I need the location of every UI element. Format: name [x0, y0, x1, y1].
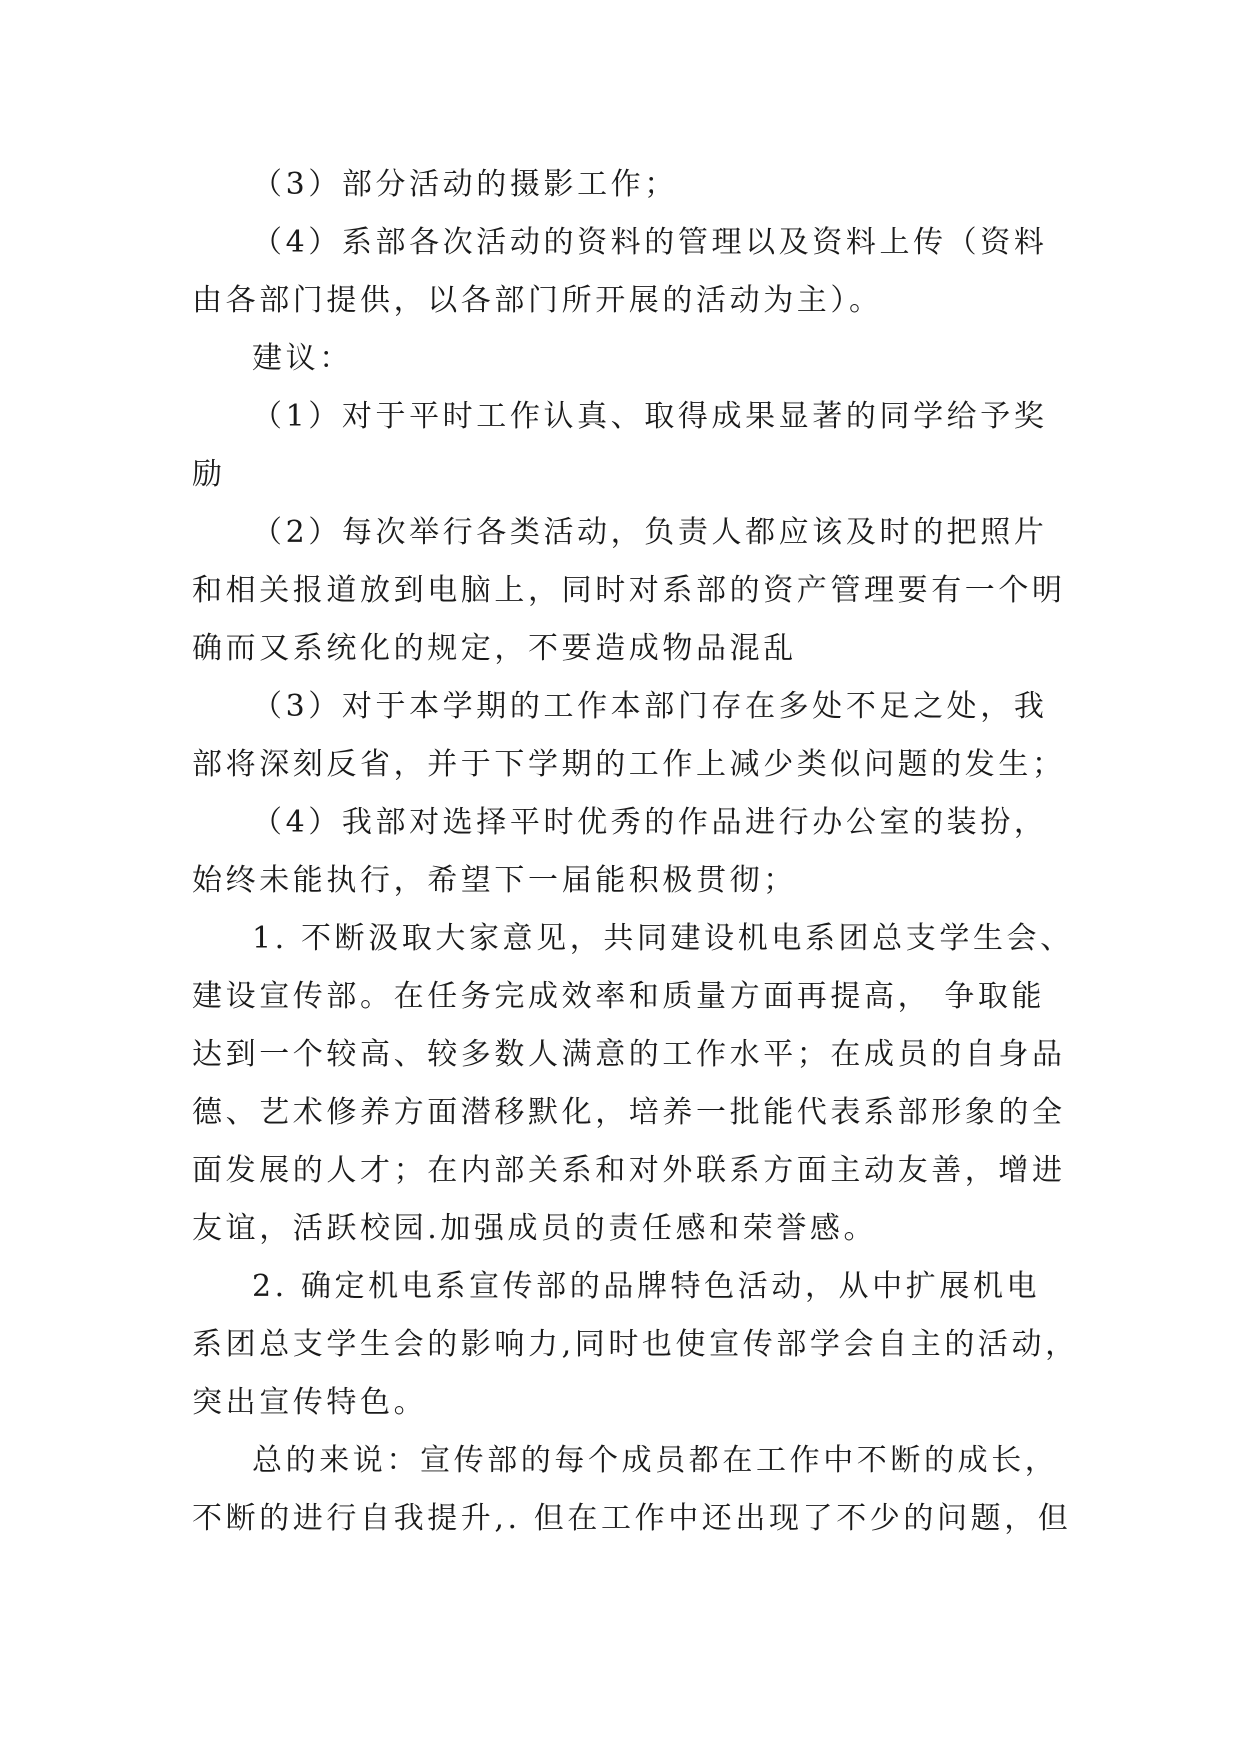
text-line: （4）我部对选择平时优秀的作品进行办公室的装扮，: [252, 805, 1048, 840]
text-line: 友谊，活跃校园.加强成员的责任感和荣誉感。: [192, 1211, 878, 1246]
text-line: 德、艺术修养方面潜移默化，培养一批能代表系部形象的全: [192, 1095, 1066, 1130]
text-line: 励: [192, 457, 226, 492]
text-line: （2）每次举行各类活动，负责人都应该及时的把照片: [252, 515, 1048, 550]
text-line: 部将深刻反省，并于下学期的工作上减少类似问题的发生；: [192, 747, 1066, 782]
text-line: 建设宣传部。在任务完成效率和质量方面再提高， 争取能: [192, 979, 1046, 1014]
text-line: 建议：: [252, 341, 353, 376]
text-line: 1. 不断汲取大家意见，共同建设机电系团总支学生会、: [252, 921, 1074, 956]
text-line: 面发展的人才；在内部关系和对外联系方面主动友善，增进: [192, 1153, 1066, 1188]
text-line: 2. 确定机电系宣传部的品牌特色活动，从中扩展机电: [252, 1269, 1041, 1304]
text-line: 始终未能执行，希望下一届能积极贯彻；: [192, 863, 797, 898]
text-line: 总的来说：宣传部的每个成员都在工作中不断的成长，: [252, 1443, 1059, 1478]
text-line: 由各部门提供，以各部门所开展的活动为主）。: [192, 283, 883, 318]
text-line: 不断的进行自我提升,. 但在工作中还出现了不少的问题，但: [192, 1501, 1072, 1536]
text-line: 达到一个较高、较多数人满意的工作水平；在成员的自身品: [192, 1037, 1066, 1072]
text-line: （4）系部各次活动的资料的管理以及资料上传（资料: [252, 225, 1048, 260]
text-line: （3）部分活动的摄影工作；: [252, 167, 678, 202]
text-line: 和相关报道放到电脑上，同时对系部的资产管理要有一个明: [192, 573, 1066, 608]
text-line: （3）对于本学期的工作本部门存在多处不足之处，我: [252, 689, 1048, 724]
text-line: 系团总支学生会的影响力,同时也使宣传部学会自主的活动，: [192, 1327, 1079, 1362]
text-line: 确而又系统化的规定，不要造成物品混乱: [192, 631, 797, 666]
text-line: 突出宣传特色。: [192, 1385, 428, 1420]
text-line: （1）对于平时工作认真、取得成果显著的同学给予奖: [252, 399, 1048, 434]
